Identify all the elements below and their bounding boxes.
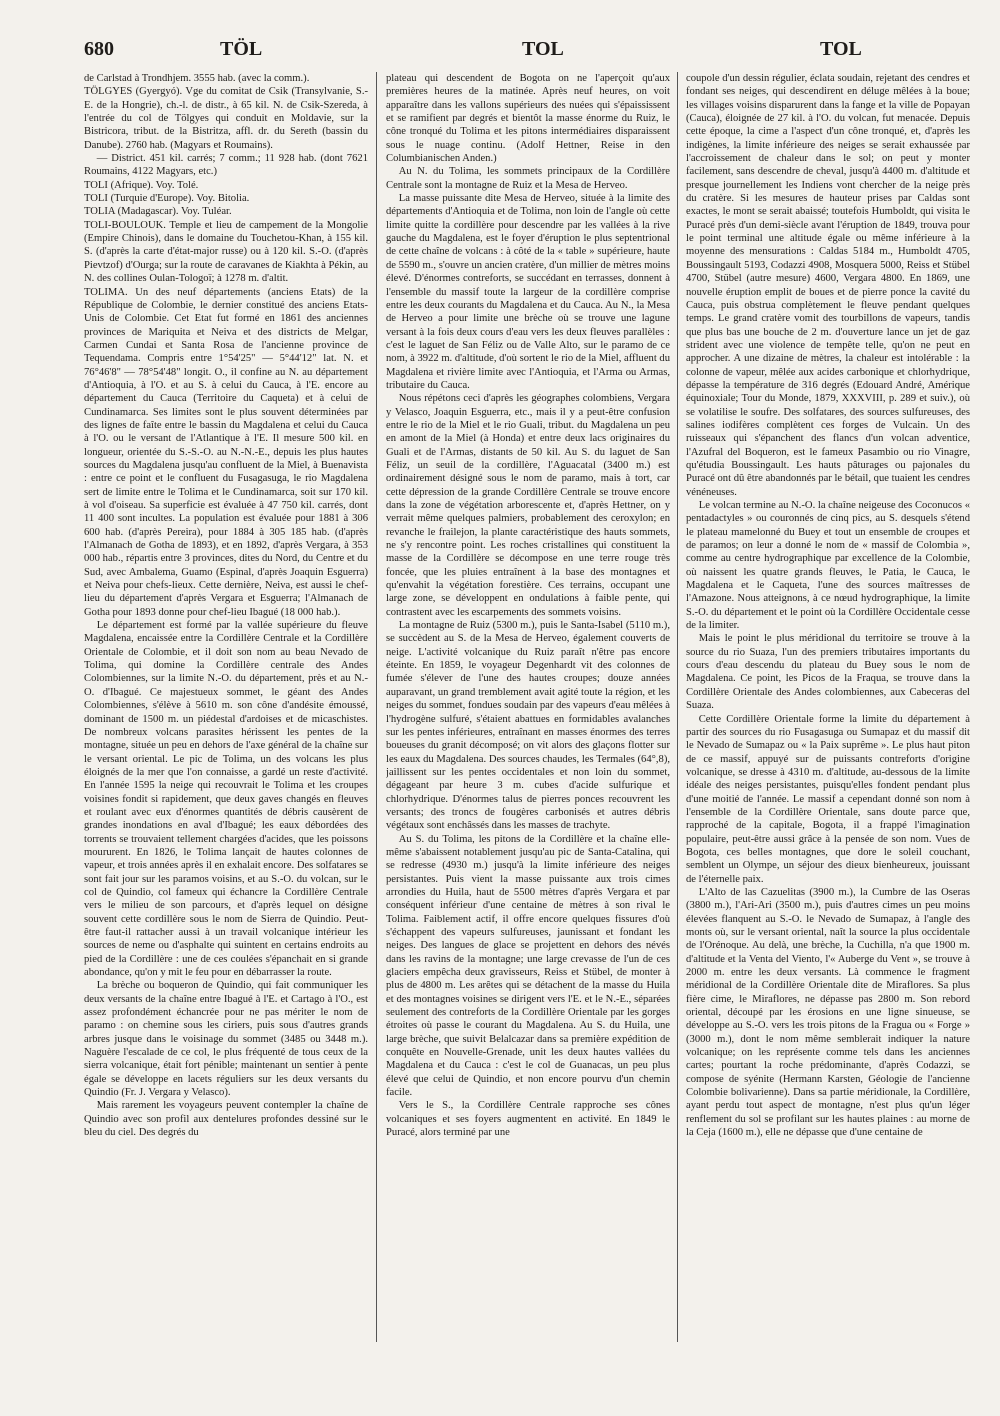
paragraph: Mais le point le plus méridional du territoire se trouve à la source du rio Suaza, l'un des premiers tributaires importants du cours d'eau descendu du plateau du Buey sous le nom de Magdalena. Ce point, les Picos de la Fraqua, se trouve dans la Cordillère Orientale des Andes colombiennes, aux Cabeceras del Suaza.: [686, 633, 970, 712]
paragraph: Nous répétons ceci d'après les géographes colombiens, Vergara y Velasco, Joaquin Esguerra, etc., mais il y a peut-être confusion entre le rio de la Miel et le rio Guali, tribut. du Magdalena un peu en amont de la Miel (à Honda) et entre deux lacs originaires du Guali et de l'Armas, distants de 50 kil. Au S. du laguet de San Féliz, un seuil de la cordillère, l'Aguacatal (3400 m.) est ordinairement désigné sous le nom de paramo, mais à tort, car cette dépression de la grande Cordillère Centrale se trouve encore dans la zone de végétation arborescente et, d'après Hettner, on y verrait même quelques palmiers, probablement des ceroxylon; en revanche le frailejon, la plante caractéristique des hauts sommets, ne s'y rencontre point. Les roches cristallines qui constituent la masse de la Cordillère se décompose en une terre rouge très foncée, que les pluies entraînent à la base des montagnes et qu'envahit la végétation forestière. Ces terrains, occupant une large zone, se développent en ondulations à faible pente, qui contrastent avec les escarpements des sommets voisins.: [386, 393, 670, 618]
paragraph: Au N. du Tolima, les sommets principaux de la Cordillère Centrale sont la montagne de Ruiz et la Mesa de Herveo.: [386, 166, 670, 191]
paragraph: Au S. du Tolima, les pitons de la Cordillère et la chaîne elle-même s'abaissent notablement jusqu'au pic de Santa-Catalina, qui se redresse (4930 m.) jusqu'à la limite inférieure des neiges persistantes. Puis vient la masse puissante aux trois cimes arrondies du Huila, haut de 5500 mètres d'après Vergara et par conséquent inférieur d'une centaine de mètres à son rival le Tolima. Faiblement actif, il offre encore quelques fissures d'où s'échappent des vapeurs sulfureuses, jaunissant et fondant les neiges. Des langues de glace se projettent en dehors des névés dans les ravins de la montagne; une large crevasse de l'un de ces glaciers empêcha deux gravisseurs, Reiss et Stübel, de monter à plus de 4800 m. Les arêtes qui se détachent de la masse du Huila et des montagnes voisines se dirigent vers l'E. et le N.-E., séparées seulement des contreforts de la Cordillère Orientale par les gorges étroites où passe le courant du Magdalena. Au S. du Huila, une large brèche, que suivit Belalcazar dans sa première expédition de conquête en Nouvelle-Grenade, unit les deux hautes vallées du Magdalena et du Cauca : c'est le col de Guanacas, un peu plus élevé que celui de Quindio, et non encore pourvu d'un chemin facile.: [386, 833, 670, 1099]
paragraph: L'Alto de las Cazuelitas (3900 m.), la Cumbre de las Oseras (3800 m.), l'Ari-Ari (3500 m.), puis d'autres cimes un peu moins élevées flanquent au S.-O. le Nevado de Sumapaz, à l'angle des monts où, sur le versant oriental, naît la source la plus occidentale de l'Orénoque. Au delà, une brèche, la Cuchilla, n'a que 1900 m. d'altitude et la Venta del Viento, l'« Auberge du Vent », se trouve à 2000 m. entre les deux versants. Là commence le fragment méridional de la Cordillère Orientale dite de Miraflores. Sa plus fière cime, le Miraflores, ne dépasse pas 2800 m. Son rebord oriental, découpé par les érosions en une ligne sinueuse, se développe au S.-O. vers les trois pitons de la Fragua ou « Forge » (3000 m.), dont le nom même semblerait indiquer la nature volcanique; on les représente comme tels dans les anciennes cartes; pourtant la roche prédominante, d'après Codazzi, se compose de syénite (Hermann Karsten, Géologie de l'ancienne Colombie bolivarienne). Dans sa partie méridionale, la Cordillère, ayant perdu tout aspect de montagne, n'est plus qu'un léger renflement du sol se profilant sur les hautes plaines : au morne de la Ceja (1600 m.), elle ne dépasse que d'une centaine de: [686, 886, 970, 1139]
entry-toli-afrique: TOLI (Afrique). Voy. Tolé.: [84, 179, 199, 191]
paragraph: coupole d'un dessin régulier, éclata soudain, rejetant des cendres et fondant ses neiges, qui descendirent en déluge mêlées à la boue; les villages voisins disparurent dans la fange et la ville de Popayan (Cauca), éloignée de 27 kil. à l'O. du volcan, fut menacée. Depuis cette époque, la cime a l'aspect d'un cône tronqué, et, d'après les indigènes, la limite inférieure des neiges se serait exhaussée par l'accroissement de chaleur dans le sol; on peut y monter facilement, sans descendre de cheval, jusqu'à 4400 m. d'altitude et presque journellement les Indiens vont chercher de la neige près du cratère. Si les mesures de hauteur prises par Caldas sont exactes, le mont se serait abaissé; toutefois Humboldt, qui visita le Puracé près d'un demi-siècle avant l'éruption de 1849, trouva pour le point terminal une altitude égale ou même inférieure à la moyenne des mensurations : Caldas 5184 m., Humboldt 4705, Boussingault 5193, Codazzi 4908, Mosquera 5000, Reiss et Stübel 4700, Stübel (autre mesure) 4600, Vergara 4800. En 1869, une nouvelle éruption emplit de boues et de pierre ponce la cavité du Cauca, puis obstrua complètement le fleuve pendant quelques temps. Le grand cratère vomit des tourbillons de vapeurs, tandis que plus bas une bouche de 2 m. d'ouverture lance un jet de gaz strident avec une violence de tempête telle, qu'on ne peut en approcher. A une dizaine de mètres, la chaleur est intolérable : la colonne de vapeur, mêlée aux acides carbonique et chlorhydrique, dépasse la température de 316 degrés (Edouard André, Amérique équinoxiale; Tour du Monde, 1879, XXXVIII, p. 289 et suiv.), où se volatilise le soufre. Des solfatares, des sources sulfureuses, des salines iodifères complètent ces forges de Vulcain. Un des ruisseaux qui s'épanchent des flancs d'un volcan adventice, l'Azufral del Boqueron, est le fameux Pasambio ou rio Vinagre, qu'étudia Boussingault. Les hauts pâturages ou pajonales du Puracé ont dû être abandonnés par le bétail, que tuaient les cendres vénéneuses.: [686, 73, 970, 498]
page-number: 680: [84, 38, 114, 60]
paragraph: Le volcan termine au N.-O. la chaîne neigeuse des Coconucos « pentadactyles » ou couronnés de cinq pics, au S. desquels s'étend le plateau mamelonné du Buey et tout un ensemble de croupes et de paramos; on leur a donné le nom de « massif de Colombia », comme au centre hydrographique par excellence de la Colombie, où naissent les quatre grands fleuves, le Patia, le Cauca, le Magdalena et le Caqueta, l'une des sources maîtresses de l'Amazone. Nous atteignons, à ce nœud hydrographique, la limite S.-O. du département et le point où la Cordillère Occidentale cesse de la limiter.: [686, 500, 970, 632]
running-header: [84, 38, 966, 68]
text-column-3: [686, 72, 970, 1342]
running-head-left: TÖL: [220, 38, 263, 60]
text-column-2: [386, 72, 670, 1342]
text-column-1: [84, 72, 368, 1342]
entry-tolgyes-district: — District. 451 kil. carrés; 7 comm.; 11 928 hab. (dont 7621 Roumains, 4122 Magyars, etc.): [84, 153, 368, 178]
running-head-right: TOL: [820, 38, 862, 60]
paragraph: La masse puissante dite Mesa de Herveo, située à la limite des départements d'Antioquia et de Tolima, non loin de l'angle où cette limite quitte la cordillère pour descendre par les vallées à la rive gauche du Magdalena, est le foyer d'éruption le plus septentrional de cette chaîne de volcans : à côté de la « table » supérieure, haute de 5590 m., s'ouvre un ancien cratère, d'un millier de mètres moins élevé. D'énormes contreforts, se succédant en terrasses, donnent à l'ensemble du massif toute la largeur de la cordillère comprise entre les deux courants du Magdalena et du Cauca. Au N., la Mesa de Herveo a pour limite une brèche où se trouve une lagune versant à la fois deux cours d'eau vers les deux fleuves parallèles : c'est le laguet de San Féliz ou de Valle Alto, sur le paramo de ce nom, à 3922 m. d'altitude, d'où sortent le rio de la Miel, affluent du Magdalena et rivière limite avec l'Antioquia, et l'Arma ou Armas, tributaire du Cauca.: [386, 193, 670, 391]
paragraph: La brèche ou boqueron de Quindio, qui fait communiquer les deux versants de la chaîne entre Ibagué à l'E. et Cartago à l'O., est assez profondément échancrée pour ne pas mériter le nom de paramo : on chemine sous les ciriers, puis sous d'autres grands arbres jusque dans le voisinage du sommet (3485 ou 3448 m.). Naguère l'escalade de ce col, le plus fréquenté de tous ceux de la sierra volcanique, était fort pénible; maintenant un sentier à pente égale se développe en lacets réguliers sur les deux versants du Quindio (Fr. J. Vergara y Velasco).: [84, 980, 368, 1099]
paragraph: Mais rarement les voyageurs peuvent contempler la chaîne de Quindio avec son profil aux dentelures profondes dessiné sur le bleu du ciel. Des degrés du: [84, 1100, 368, 1139]
entry-tolima: TOLIMA. Un des neuf départements (anciens Etats) de la République de Colombie, le dernier constitué des anciens Etats-Unis de Colombie. Cet Etat fut formé en 1861 des anciennes provinces de Mariquita et Neiva et des districts de Melgar, Carmen Cundai et Santa Rosa de l'ancienne province de Tequendama. Compris entre 1°54'25" — 5°44'12" lat. N. et 76°46'8" — 78°54'48" longit. O., il confine au N. au département d'Antioquia, à l'O. et au S. à celui du Cauca, à l'E. encore au département du Cauca (Territoire du Caqueta) et à celui de Cundinamarca. Ses limites sont le plus souvent déterminées par des lignes de faîte entre le bassin du Magdalena et celui du Cauca à l'O. ou le versant de l'Atlantique à l'E. Il mesure 500 kil. en longueur, orientée du S.-S.-O. au N.-N.-E., depuis les plus hautes sources du Magdalena jusqu'au confluent de la Miel, à Buenavista : entre ce point et le confluent du Fusagasuga, le rio Magdalena sert de limite entre le Tolima et le Cundinamarca, soit sur 170 kil. à vol d'oiseau. Sa superficie est évaluée à 47 750 kil. carrés, dont 11 400 sont incultes. La population est évaluée pour 1881 à 306 600 hab. (d'après Pereira), pour 1884 à 305 185 hab. (d'après l'Almanach de Gotha de 1893), et en 1892, d'après Vergara, à 353 000 hab., répartis entre 3 provinces, dites du Nord, du Centre et du Sud, avec Ambalema, Guamo (Espinal, d'après Joaquin Esguerra) et Neiva pour chefs-lieux. Cette dernière, Neiva, est aussi le chef-lieu du département d'après Vergara et Esguerra; l'Almanach de Gotha pour 1893 donne pour chef-lieu Ibagué (18 000 hab.).: [84, 286, 368, 618]
entry-toli-boulouk: TOLI-BOULOUK. Temple et lieu de campement de la Mongolie (Empire Chinois), dans le domaine du Touchetou-Khan, à 155 kil. S. (d'après la carte d'état-major russe) ou à 120 kil. S.-O. (d'après Pievtzof) d'Ourga; sur la route de caravanes de Kiakhta à Pékin, au N. des collines Oulan-Tologoï; à 1278 m. d'altit.: [84, 219, 368, 285]
entry-tolia: TOLIA (Madagascar). Voy. Tuléar.: [84, 206, 232, 218]
running-head-middle: TOL: [522, 38, 564, 60]
paragraph: Vers le S., la Cordillère Centrale rapproche ses cônes volcaniques et ses foyers augmentent en activité. En 1849 le Puracé, alors terminé par une: [386, 1100, 670, 1139]
paragraph: de Carlstad à Trondhjem. 3555 hab. (avec la comm.).: [84, 73, 310, 84]
paragraph: Cette Cordillère Orientale forme la limite du département à partir des sources du rio Fusagasuga ou Sumapaz et du massif dit le Nevado de Sumapaz ou « la Paix suprême ». Le plus haut piton de ce massif, appuyé sur de puissants contreforts d'origine volcanique, se dresse à 4310 m. d'altitude, au-dessous de la limite idéale des neiges persistantes, puisqu'elles fondent pendant plus d'une moitié de l'année. Le massif a cependant donné son nom à l'ensemble de la Cordillère Orientale, sans doute parce que, rapproché de la capitale, Bogota, il a frappé l'imagination populaire, peut-être aussi grâce à la pensée de son nom. Vues de Bogota, ces belles montagnes, que dore le soleil couchant, semblent un Olympe, un séjour des dieux bienheureux, jouissant de l'éternelle paix.: [686, 713, 970, 885]
paragraph: Le département est formé par la vallée supérieure du fleuve Magdalena, encaissée entre la Cordillère Centrale et la Cordillère Orientale de Colombie, et il doit son nom au beau Nevado de Tolima, qui domine la Cordillère centrale des Andes Colombiennes, sur la limite N.-O. du département, près et au N.-O. d'Ibagué. Ce majestueux sommet, le géant des Andes Colombiennes, s'élève à 5610 m. son cône d'andésite émoussé, dominant de 1500 m. un piédestal d'ardoises et de micaschistes. De nombreux volcans parasites hérissent les pentes de la montagne, située un peu en dehors de l'axe général de la chaîne sur le versant oriental. Le pic de Tolima, un des volcans les plus éloignés de la mer que l'on connaisse, a gardé un reste d'activité. En l'année 1595 la neige qui recouvrait le Tolima et les croupes voisines fondit si rapidement, que deux gaves changés en fleuves et roulant avec eux d'énormes quantités de débris causèrent de grandes inondations en aval d'Ibagué; les eaux débordées des torrents se trouvaient tellement chargées d'acides, que les poissons moururent. En 1826, le Tolima lançait de hautes colonnes de vapeur, et trois années après il en exhalait encore. Des solfatares se sont fait jour sur les paramos voisins, et au S.-O. du volcan, sur le col de Quindio, col fameux qui échancre la Cordillère Centrale vers le milieu de son parcours, et d'après lequel on désigne souvent cette cordillère sous le nom de Sierra de Quindio. Peut-être faut-il rattacher aussi à un travail volcanique intérieur les sources de neme ou d'asphalte qui suintent en certains endroits au pied de la Cordillère : une de ces coulées s'épanchait en si grande abondance, qu'on y mit le feu pour en débarrasser la route.: [84, 620, 368, 979]
paragraph: La montagne de Ruiz (5300 m.), puis le Santa-Isabel (5110 m.), se succèdent au S. de la Mesa de Herveo, également couverts de neige. L'activité volcanique du Ruiz paraît n'être pas encore éteinte. En 1859, le voyageur Degenhardt vit des colonnes de fumée s'élever de l'une des hautes croupes; douze années auparavant, un grand tremblement avait agité toute la région, et les neiges du sommet, fondues soudain par des vapeurs d'eau mêlées à l'hydrogène sulfuré, s'étaient abattues en formidables avalanches sur les pentes inférieures, entraînant en masses énormes des terres boueuses du granit décomposé; on vit alors des glaçons flotter sur les eaux du Magdalena. Des sources chaudes, les Termales (64°,8), jaillissent sur les pentes occidentales et non loin du sommet, dégageant par heure 3 m. cubes d'acide sulfurique et chlorhydrique. D'énormes talus de pierres ponces recouvrent les versants; des troncs de fougères carbonisés et autres débris végétaux sont enchâssés dans les masses de trachyte.: [386, 620, 670, 832]
column-divider: [376, 72, 377, 1342]
entry-toli-turquie: TOLI (Turquie d'Europe). Voy. Bitolia.: [84, 193, 250, 205]
column-divider: [677, 72, 678, 1342]
paragraph: plateau qui descendent de Bogota on ne l'aperçoit qu'aux premières heures de la matinée. Après neuf heures, on voit apparaître dans les vallons supérieurs des nuées qui s'épaississent et se ramifient par degrés et bientôt la masse énorme du Ruiz, le cône tronqué du Tolima et les pitons intermédiaires disparaissent sous le nuage continu. (Adolf Hettner, Reise in den Columbianischen Anden.): [386, 73, 670, 165]
entry-tolgyes: TÖLGYES (Gyergyó). Vge du comitat de Csik (Transylvanie, S.-E. de la Hongrie), ch.-l. de distr., à 65 kil. N. de Csik-Szereda, à l'entrée du col de Tölgyes qui conduit en Moldavie, sur la Bistricora, tribut. de la Bistritza, affl. dr. du Sereth (bassin du Danube). 2760 hab. (Magyars et Roumains).: [84, 86, 368, 151]
